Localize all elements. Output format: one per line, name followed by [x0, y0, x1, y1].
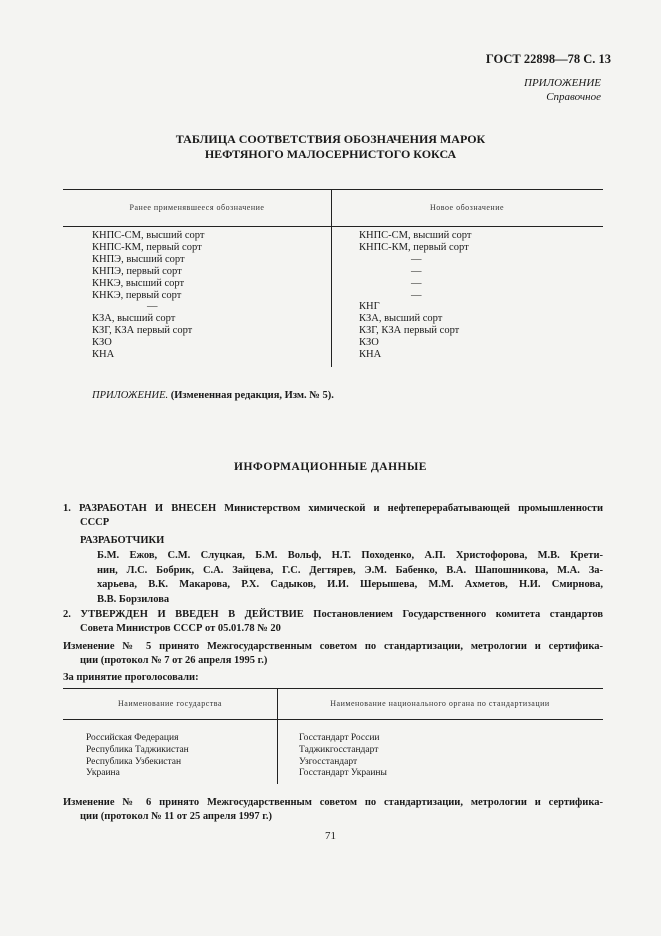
table-cell: Госстандарт России — [299, 733, 380, 743]
table1-col-old: Ранее применявшееся обозначение — [129, 203, 265, 212]
info-item-2 — [63, 608, 603, 636]
voted-label: За принятие проголосовали: — [63, 672, 199, 683]
table-cell: Республика Узбекистан — [86, 756, 182, 767]
table1-new-column — [359, 230, 589, 361]
table-cell: — — [411, 289, 422, 301]
table2-top-rule — [63, 688, 603, 689]
table1-title — [0, 132, 661, 162]
table1-old-column — [92, 230, 322, 361]
table-cell: КНГ — [359, 301, 380, 313]
note-text: (Измененная редакция, Изм. № 5). — [170, 390, 334, 401]
developers-label: РАЗРАБОТЧИКИ — [80, 535, 165, 546]
developers-list — [97, 549, 603, 607]
table2-col-state: Наименование государства — [118, 699, 222, 708]
table-cell: — — [147, 301, 158, 313]
change-5 — [63, 640, 603, 668]
table-cell: Украина — [86, 768, 120, 779]
change-6-line1: Изменение № 6 принято Межгосударственным советом по стандартизации, метрологии и сертифика- — [63, 797, 603, 808]
info-section-title: ИНФОРМАЦИОННЫЕ ДАННЫЕ — [234, 461, 427, 473]
table-cell: КЗО — [359, 337, 379, 349]
info-item-2-line2: Совета Министров СССР от 05.01.78 № 20 — [80, 623, 281, 634]
info-item-1 — [63, 502, 603, 530]
change-5-line1: Изменение № 5 принято Межгосударственным советом по стандартизации, метрологии и сертифика- — [63, 641, 603, 652]
info-item-1-line1: 1. РАЗРАБОТАН И ВНЕСЕН Министерством химической и нефтеперерабатывающей промышленности — [63, 503, 603, 514]
table2-col-body: Наименование национального органа по стандартизации — [330, 699, 550, 708]
table-cell: КНПС-СМ, высший сорт — [359, 230, 472, 241]
change-6-line2: ции (протокол № 11 от 25 апреля 1997 г.) — [80, 811, 273, 822]
table-cell: КЗГ, КЗА первый сорт — [359, 325, 460, 337]
note-label: ПРИЛОЖЕНИЕ. — [92, 390, 169, 401]
table-cell: КНКЭ, первый сорт — [92, 289, 182, 301]
table1-header-rule — [63, 226, 603, 227]
info-item-1-line2: СССР — [80, 517, 110, 528]
table1-title-line2: НЕФТЯНОГО МАЛОСЕРНИСТОГО КОКСА — [204, 147, 457, 161]
table-cell: — — [411, 253, 422, 265]
doc-reference: ГОСТ 22898—78 С. 13 — [485, 52, 611, 66]
developers-line1: Б.М. Ежов, С.М. Слуцкая, Б.М. Вольф, Н.Т. Походенко, А.П. Христофорова, М.В. Крети- — [97, 550, 603, 561]
table-cell: Узгосстандарт — [299, 756, 358, 767]
table-cell: Российская Федерация — [86, 733, 179, 743]
info-item-2-line1: 2. УТВЕРЖДЕН И ВВЕДЕН В ДЕЙСТВИЕ Постановлением Государственного комитета стандартов — [63, 609, 603, 620]
appendix-type: Справочное — [546, 91, 601, 103]
page-number: 71 — [325, 830, 336, 842]
change-5-line2: ции (протокол № 7 от 26 апреля 1995 г.) — [80, 655, 268, 666]
table-cell: КНПЭ, первый сорт — [92, 265, 182, 277]
table2-bodies — [299, 733, 387, 780]
table-cell: Госстандарт Украины — [299, 768, 387, 779]
appendix-note — [92, 390, 334, 401]
developers-line2: нин, Л.С. Бобрик, С.А. Зайцева, Г.С. Дегтярев, Э.М. Бабенко, В.А. Шапошникова, М.А. За- — [97, 564, 603, 576]
table2-header-rule — [63, 719, 603, 720]
table2-states — [86, 733, 189, 780]
table-cell: КЗА, высший сорт — [359, 313, 443, 325]
table-cell: КНА — [359, 349, 382, 361]
table-cell: КНПС-СМ, высший сорт — [92, 230, 205, 241]
table1-top-rule — [63, 189, 603, 190]
table-cell: КНПЭ, высший сорт — [92, 253, 185, 265]
table-cell: КНПС-КМ, первый сорт — [359, 241, 469, 253]
change-6 — [63, 796, 603, 824]
developers-line3: харьева, В.К. Макарова, Р.Х. Садыков, И.И. Шерышева, М.М. Ахметов, Н.И. Смирнова, — [97, 579, 603, 590]
appendix-title: ПРИЛОЖЕНИЕ — [524, 77, 601, 89]
table1-col-new: Новое обозначение — [429, 203, 505, 212]
table-cell: Таджикгосстандарт — [299, 744, 379, 755]
table-cell: КЗГ, КЗА первый сорт — [92, 325, 193, 337]
table-cell: КНПС-КМ, первый сорт — [92, 241, 202, 253]
developers-line4: В.В. Борзилова — [97, 593, 170, 605]
table-cell: КНКЭ, высший сорт — [92, 277, 185, 289]
table-cell: Республика Таджикистан — [86, 744, 189, 755]
table-cell: — — [411, 265, 422, 277]
table1-column-divider — [331, 189, 332, 367]
table-cell: КЗО — [92, 337, 112, 349]
table-cell: КНА — [92, 349, 115, 361]
appendix-label — [524, 76, 601, 104]
table-cell: — — [411, 277, 422, 289]
table-cell: КЗА, высший сорт — [92, 313, 176, 325]
table1-title-line1: ТАБЛИЦА СООТВЕТСТВИЯ ОБОЗНАЧЕНИЯ МАРОК — [175, 132, 486, 146]
